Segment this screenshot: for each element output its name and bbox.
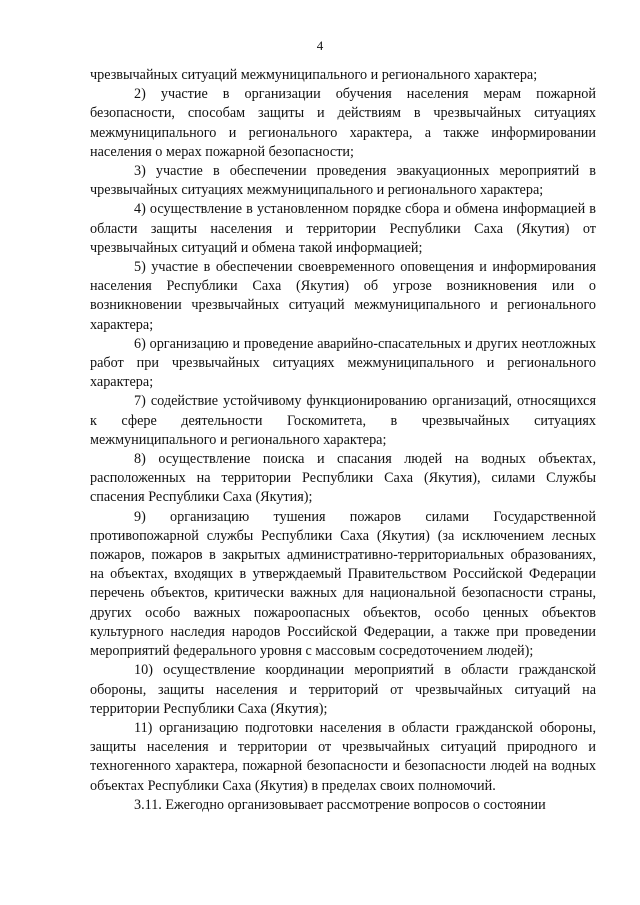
list-item-9: 9) организацию тушения пожаров силами Государственной противопожарной службы Республики Саха (Якутия) (за исключением лесных пожаров, пожаров в закрытых административно-территориальных образованиях, на объектах, входящих в утверждаемый Правительством Российской Федерации перечень объектов, критически важных для национальной безопасности страны, других особо важных пожароопасных объектов, особо ценных объектов культурного наследия народов Российской Федерации, а также при проведении мероприятий федерального уровня с массовым сосредоточением людей);: [90, 508, 596, 660]
page-number: 4: [316, 38, 324, 53]
list-item-6: 6) организацию и проведение аварийно-спасательных и других неотложных работ при чрезвычайных ситуациях межмуниципального и регионального характера;: [90, 335, 596, 391]
list-item-8: 8) осуществление поиска и спасания людей на водных объектах, расположенных на территории Республики Саха (Якутия), силами Службы спасения Республики Саха (Якутия);: [90, 451, 596, 506]
list-item-5: 5) участие в обеспечении своевременного оповещения и информирования населения Республики Саха (Якутия) об угрозе возникновения или о возникновении чрезвычайных ситуаций межмуниципального и регионального характера;: [90, 259, 596, 333]
paragraph-continuation: чрезвычайных ситуаций межмуниципального и регионального характера;: [90, 67, 538, 83]
list-item-7: 7) содействие устойчивому функционированию организаций, относящихся к сфере деятельности Госкомитета, в чрезвычайных ситуациях межмуниципального и регионального характера;: [90, 393, 596, 448]
section-3-11: 3.11. Ежегодно организовывает рассмотрение вопросов о состоянии: [134, 796, 546, 813]
list-item-10: 10) осуществление координации мероприятий в области гражданской обороны, защиты населения и территорий от чрезвычайных ситуаций на территории Республики Саха (Якутия);: [90, 662, 596, 717]
list-item-2: 2) участие в организации обучения населения мерам пожарной безопасности, способам защиты и действиям в чрезвычайных ситуациях межмуниципального и регионального характера, а также информировании населения о мерах пожарной безопасности;: [90, 86, 596, 160]
list-item-11: 11) организацию подготовки населения в области гражданской обороны, защиты населения и территории от чрезвычайных ситуаций природного и техногенного характера, пожарной безопасности и безопасности людей на водных объектах Республики Саха (Якутия) в пределах своих полномочий.: [90, 719, 596, 794]
list-item-4: 4) осуществление в установленном порядке сбора и обмена информацией в области защиты населения и территории Республики Саха (Якутия) от чрезвычайных ситуаций и обмена такой информацией;: [90, 201, 596, 256]
document-body: [90, 66, 596, 815]
list-item-3: 3) участие в обеспечении проведения эвакуационных мероприятий в чрезвычайных ситуациях межмуниципального и регионального характера;: [90, 163, 596, 199]
